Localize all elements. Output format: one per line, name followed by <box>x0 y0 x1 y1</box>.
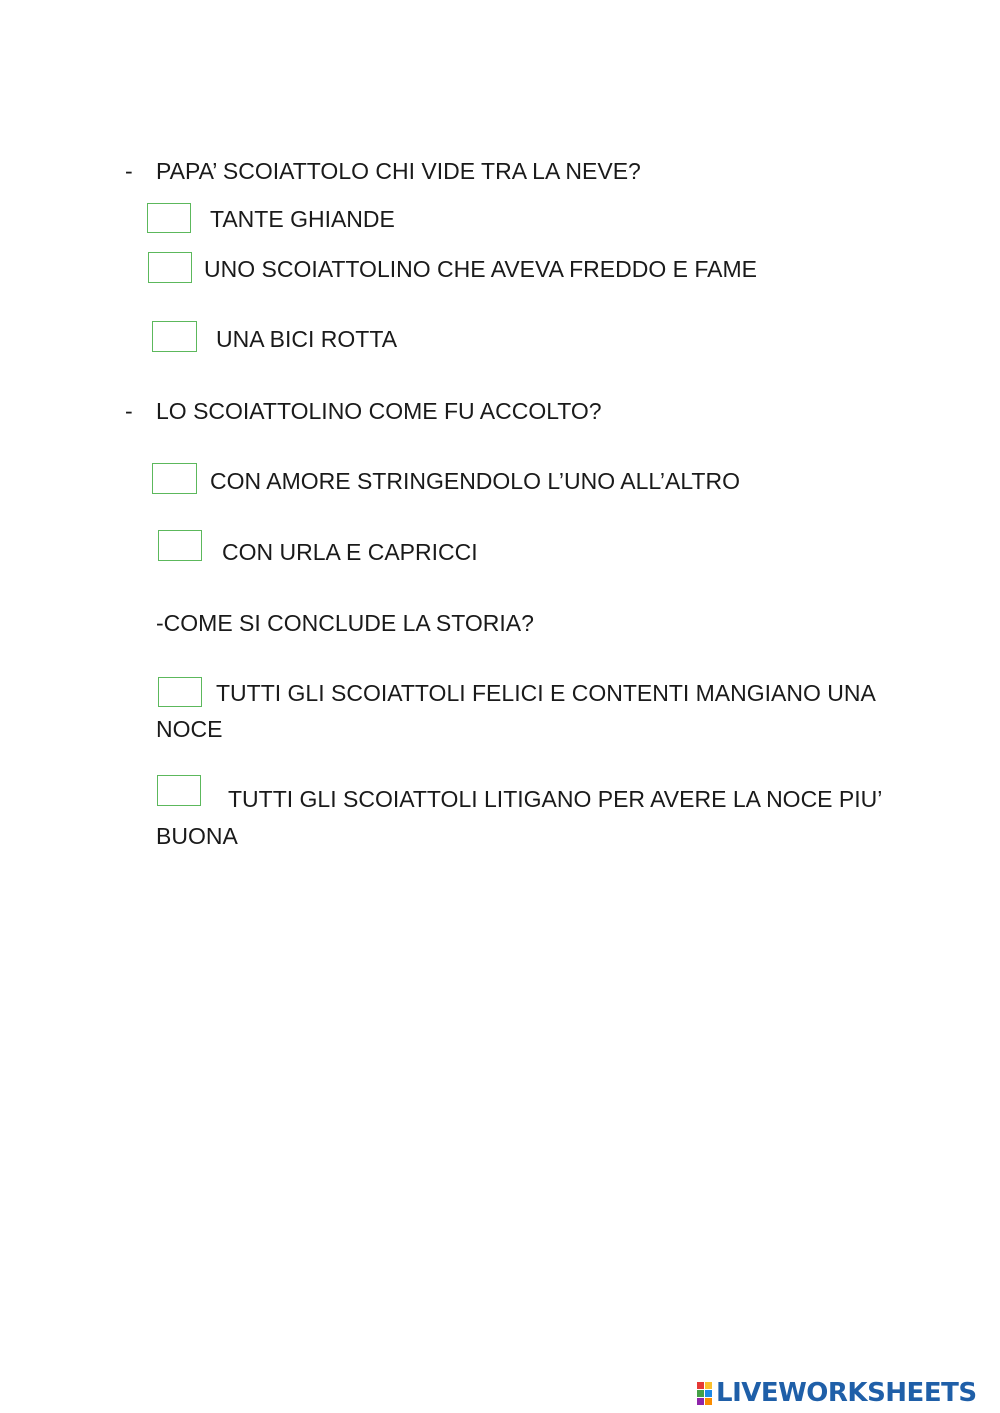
option-2a-checkbox[interactable] <box>152 463 197 494</box>
option-1b-label: UNO SCOIATTOLINO CHE AVEVA FREDDO E FAME <box>204 256 757 282</box>
option-3b-label-line1: TUTTI GLI SCOIATTOLI LITIGANO PER AVERE LA NOCE PIU’ <box>228 786 883 812</box>
option-2a-label: CON AMORE STRINGENDOLO L’UNO ALL’ALTRO <box>210 468 740 494</box>
option-3a-label-line1: TUTTI GLI SCOIATTOLI FELICI E CONTENTI MANGIANO UNA <box>216 680 876 706</box>
option-1c-checkbox[interactable] <box>152 321 197 352</box>
question-1-text: PAPA’ SCOIATTOLO CHI VIDE TRA LA NEVE? <box>156 158 641 184</box>
question-2-dash: - <box>125 398 133 424</box>
option-2b-label: CON URLA E CAPRICCI <box>222 539 478 565</box>
option-1a-label: TANTE GHIANDE <box>210 206 395 232</box>
option-1c-label: UNA BICI ROTTA <box>216 326 398 352</box>
question-1-dash: - <box>125 158 133 184</box>
question-2-text: LO SCOIATTOLINO COME FU ACCOLTO? <box>156 398 602 424</box>
question-3-text: -COME SI CONCLUDE LA STORIA? <box>156 610 534 636</box>
option-3b-label-line2: BUONA <box>156 823 238 849</box>
option-1a-checkbox[interactable] <box>147 203 191 233</box>
option-3a-checkbox[interactable] <box>158 677 202 707</box>
liveworksheets-logo <box>697 1378 977 1408</box>
option-3a-label-line2: NOCE <box>156 716 223 742</box>
option-2b-checkbox[interactable] <box>158 530 202 561</box>
option-1b-checkbox[interactable] <box>148 252 192 283</box>
option-3b-checkbox[interactable] <box>157 775 201 806</box>
logo-blocks-icon <box>697 1382 712 1405</box>
logo-text: LIVEWORKSHEETS <box>716 1378 977 1408</box>
